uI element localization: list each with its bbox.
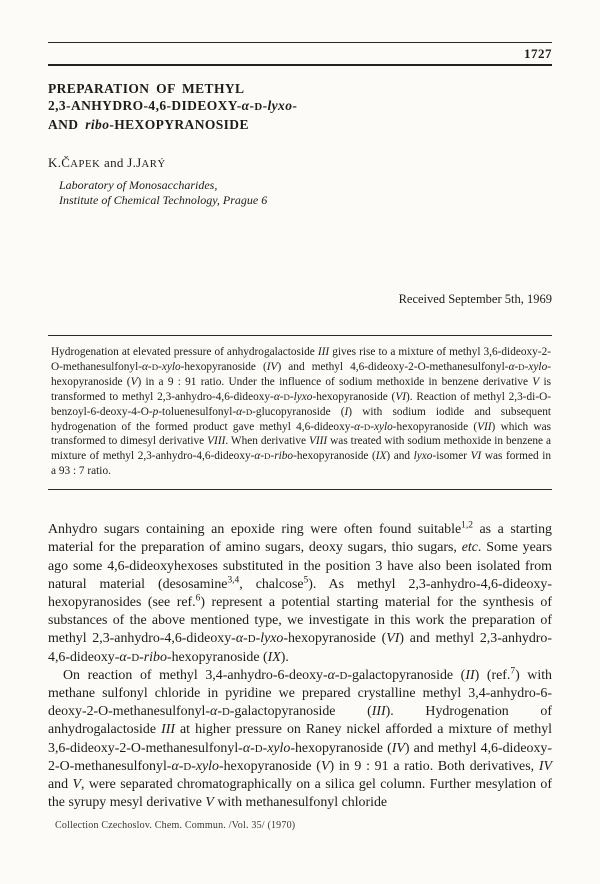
body-paragraph-2: On reaction of methyl 3,4-anhydro-6-deoxy-α-D-galactopyranoside (II) (ref.$^7$) with methane sulfonyl chloride in pyridine we prepared crystalline methyl 3,4-anhydro-6-deoxy-2-O-methanesulfonyl-α-D-galactopyranoside (III). Hydrogenation of anhydrogalactoside III at higher pressure on Raney nickel afforded a mixture of methyl 3,6-dideoxy-2-O-methanesulfonyl-α-D-xylo-hexopyranoside (IV) and methyl 4,6-dideoxy-2-O-methanesulfonyl-α-D-xylo-hexopyranoside (V) in 9 : 91 a ratio. Both derivatives, IV and V, were separated chromatographically on a silica gel column. Further mesylation of the syrupy mesyl derivative V with methanesulfonyl chloride: [48, 666, 553, 811]
affiliation-line-2: Institute of Chemical Technology, Prague 6: [59, 192, 268, 207]
title-line-1: PREPARATION OF METHYL: [48, 81, 245, 96]
page-content: [48, 42, 552, 812]
body-paragraph-1: Anhydro sugars containing an epoxide ring were often found suitable$^{1,2}$ as a starting material for the preparation of amino sugars, deoxy sugars, thio sugars, etc. Some years ago some 4,6-dideoxyhexoses substituted in the position 3 have also been isolated from natural material (desosamine$^{3,4}$, chalcose$^5$). As methyl 2,3-anhydro-4,6-dideoxy-hexopyranosides (see ref.$^6$) represent a potential starting material for the synthesis of substances of the above mentioned type, we investigate in this work the preparation of methyl 2,3-anhydro-4,6-dideoxy-α-D-lyxo-hexopyranoside (VI) and methyl 2,3-anhydro-4,6-dideoxy-α-D-ribo-hexopyranoside (IX).: [48, 520, 552, 665]
abstract-rule-bottom: [48, 489, 552, 490]
affiliation-line-1: Laboratory of Monosaccharides,: [59, 178, 218, 192]
received-date: Received September 5th, 1969: [398, 292, 552, 306]
article-body: [48, 521, 552, 812]
page-number: 1727: [524, 46, 552, 61]
header-rule-thin: [48, 42, 552, 43]
abstract-text: Hydrogenation at elevated pressure of anhydrogalactoside III gives rise to a mixture of methyl 3,6-dideoxy-2-O-methanesulfonyl-α-D-xylo-hexopyranoside (IV) and methyl 4,6-dideoxy-2-O-methanesulfonyl-α-D-xylo-hexopyranoside (V) in a 9 : 91 ratio. Under the influence of sodium methoxide in benzene derivative V is transformed to methyl 2,3-anhydro-4,6-dideoxy-α-D-lyxo-hexopyranoside (VI). Reaction of methyl 2,3-di-O-benzoyl-6-deoxy-4-O-p-toluenesulfonyl-α-D-glucopyranoside (I) with sodium iodide and subsequent hydrogenation of the formed product gave methyl 4,6-dideoxy-α-D-xylo-hexopyranoside (VII) which was transformed to dimesyl derivative VIII. When derivative VIII was treated with sodium methoxide in benzene a mixture of methyl 2,3-anhydro-4,6-dideoxy-α-D-ribo-hexopyranoside (IX) and lyxo-isomer VI was formed in a 93 : 7 ratio.: [51, 346, 552, 478]
header-rule-thick: [48, 64, 552, 66]
journal-footer: Collection Czechoslov. Chem. Commun. /Vol. 35/ (1970): [55, 820, 296, 831]
title-line-3: AND ribo-HEXOPYRANOSIDE: [48, 117, 249, 132]
affiliation: [59, 178, 552, 207]
authors-line: K.ČAPEK and J.JARÝ: [48, 155, 166, 170]
title-line-2: 2,3-ANHYDRO-4,6-DIDEOXY-α-D-lyxo-: [48, 98, 298, 113]
article-title: [48, 80, 552, 133]
